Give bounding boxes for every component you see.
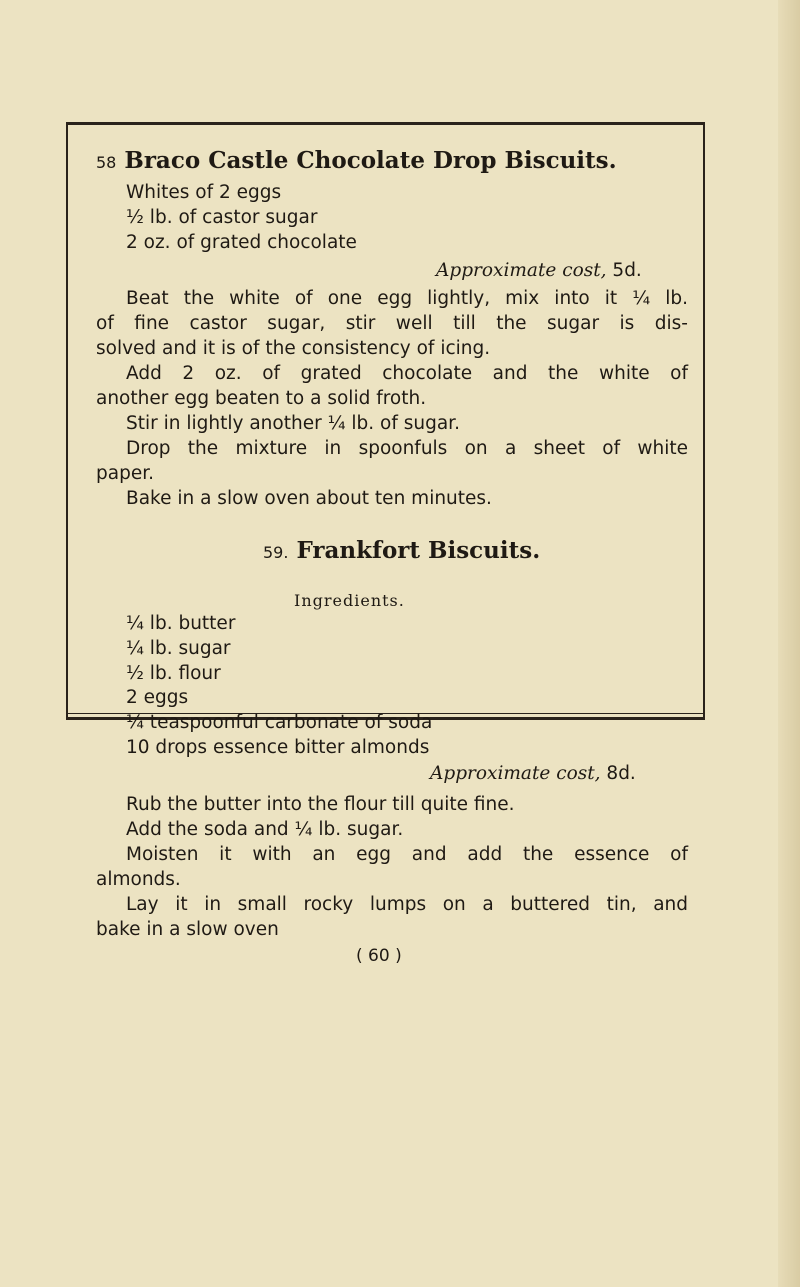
recipe-59-ingredient: 2 eggs <box>126 687 189 708</box>
recipe-59-number: 59. <box>263 543 289 562</box>
recipe-58-cost <box>436 260 642 282</box>
recipe-59-method-line: Moisten it with an egg and add the essence of <box>126 844 688 865</box>
recipe-58-method-line: Add 2 oz. of grated chocolate and the white of <box>126 363 688 384</box>
recipe-59-heading <box>263 537 541 564</box>
recipe-58-method-line: Stir in lightly another ¼ lb. of sugar. <box>126 413 460 434</box>
recipe-59-method-line: Rub the butter into the flour till quite fine. <box>126 794 515 815</box>
recipe-58-ingredient: ½ lb. of castor sugar <box>126 207 318 228</box>
recipe-58-title: Braco Castle Chocolate Drop Biscuits. <box>124 147 617 174</box>
recipe-58-method-line: Drop the mixture in spoonfuls on a sheet of white <box>126 438 688 459</box>
recipe-59-cost <box>430 763 636 785</box>
recipe-58-method-line: Beat the white of one egg lightly, mix into it ¼ lb. <box>126 288 688 309</box>
recipe-58-method-line: of fine castor sugar, stir well till the sugar is dis- <box>96 313 688 334</box>
recipe-58-ingredient: 2 oz. of grated chocolate <box>126 232 357 253</box>
page-number: ( 60 ) <box>356 946 402 966</box>
cost-value: 5d. <box>612 260 642 281</box>
recipe-58-ingredient: Whites of 2 eggs <box>126 182 282 203</box>
ingredients-heading: Ingredients. <box>294 591 405 610</box>
recipe-59-method-line: Add the soda and ¼ lb. sugar. <box>126 819 404 840</box>
recipe-58-method-line: solved and it is of the consistency of icing. <box>96 338 491 359</box>
recipe-59-method-line: bake in a slow oven <box>96 919 279 940</box>
recipe-58-heading <box>96 147 617 174</box>
recipe-59-ingredient: ¼ teaspoonful carbonate of soda <box>126 712 433 733</box>
recipe-59-ingredient: ¼ lb. butter <box>126 613 236 634</box>
recipe-59-ingredient: 10 drops essence bitter almonds <box>126 737 430 758</box>
page-edge-shadow <box>778 0 800 1287</box>
recipe-58-method-line: another egg beaten to a solid froth. <box>96 388 427 409</box>
cost-value: 8d. <box>606 763 636 784</box>
recipe-59-method-line: almonds. <box>96 869 181 890</box>
recipe-59-method-line: Lay it in small rocky lumps on a buttered tin, and <box>126 894 688 915</box>
cost-label: Approximate cost, <box>436 260 607 281</box>
recipe-58-number: 58 <box>96 153 117 172</box>
recipe-59-title: Frankfort Biscuits. <box>296 537 541 564</box>
recipe-58-method-line: Bake in a slow oven about ten minutes. <box>126 488 492 509</box>
recipe-59-ingredient: ½ lb. flour <box>126 663 221 684</box>
recipe-59-ingredient: ¼ lb. sugar <box>126 638 231 659</box>
cost-label: Approximate cost, <box>430 763 601 784</box>
recipe-58-method-line: paper. <box>96 463 154 484</box>
